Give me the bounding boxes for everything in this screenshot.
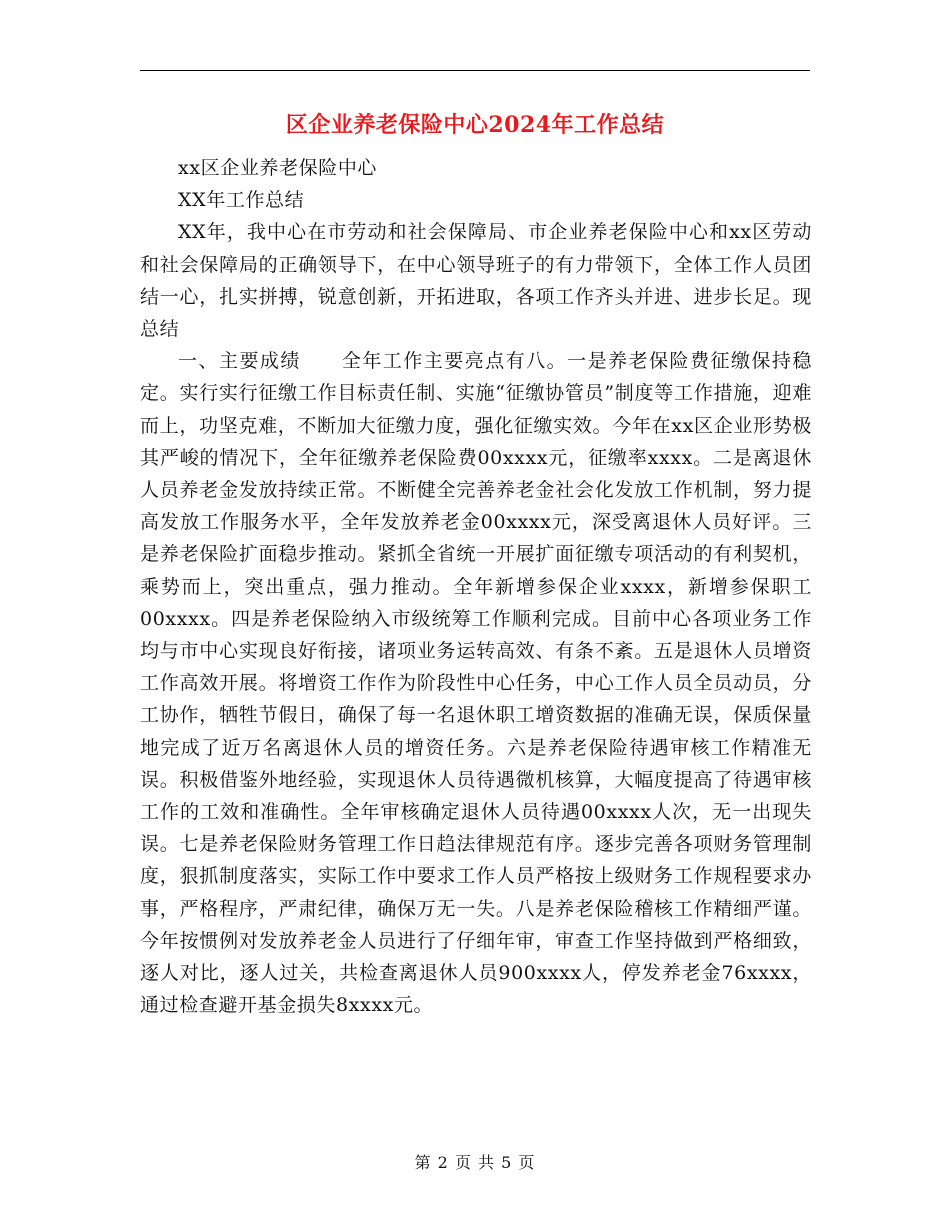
paragraph-subtitle: XX年工作总结 (178, 189, 305, 212)
page-number-label: 第 2 页 共 5 页 (414, 1153, 536, 1172)
header-rule (140, 70, 810, 71)
page-footer (140, 1152, 810, 1174)
paragraph-intro: XX年，我中心在市劳动和社会保障局、市企业养老保险中心和xx区劳动和社会保障局的正确领导下，在中心领导班子的有力带领下，全体工作人员团结一心，扎实拼搏，锐意创新，开拓进取，各项工作齐头并进、进步长足。现总结 (140, 221, 812, 341)
paragraph-org-name: xx区企业养老保险中心 (178, 157, 378, 179)
document-body (140, 152, 812, 1021)
document-title: 区企业养老保险中心2024年工作总结 (285, 112, 665, 138)
paragraph-main-achievements: 一、主要成绩 全年工作主要亮点有八。一是养老保险费征缴保持稳定。实行实行征缴工作目标责任制、实施“征缴协管员”制度等工作措施，迎难而上，功坚克难，不断加大征缴力度，强化征缴实效。今年在xx区企业形势极其严峻的情况下，全年征缴养老保险费00xxxx元，征缴率xxxx。二是离退休人员养老金发放持续正常。不断健全完善养老金社会化发放工作机制，努力提高发放工作服务水平，全年发放养老金00xxxx元，深受离退休人员好评。三是养老保险扩面稳步推动。紧抓全省统一开展扩面征缴专项活动的有利契机，乘势而上，突出重点，强力推动。全年新增参保企业xxxx，新增参保职工00xxxx。四是养老保险纳入市级统筹工作顺利完成。目前中心各项业务工作均与市中心实现良好衔接，诸项业务运转高效、有条不紊。五是退休人员增资工作高效开展。将增资工作作为阶段性中心任务，中心工作人员全员动员，分工协作，牺牲节假日，确保了每一名退休职工增资数据的准确无误，保质保量地完成了近万名离退休人员的增资任务。六是养老保险待遇审核工作精准无误。积极借鉴外地经验，实现退休人员待遇微机核算，大幅度提高了待遇审核工作的工效和准确性。全年审核确定退休人员待遇00xxxx人次，无一出现失误。七是养老保险财务管理工作日趋法律规范有序。逐步完善各项财务管理制度，狠抓制度落实，实际工作中要求工作人员严格按上级财务工作规程要求办事，严格程序，严肃纪律，确保万无一失。八是养老保险稽核工作精细严谨。今年按惯例对发放养老金人员进行了仔细年审，审查工作坚持做到严格细致，逐人对比，逐人过关，共检查离退休人员900xxxx人，停发养老金76xxxx，通过检查避开基金损失8xxxx元。 (140, 350, 812, 1017)
